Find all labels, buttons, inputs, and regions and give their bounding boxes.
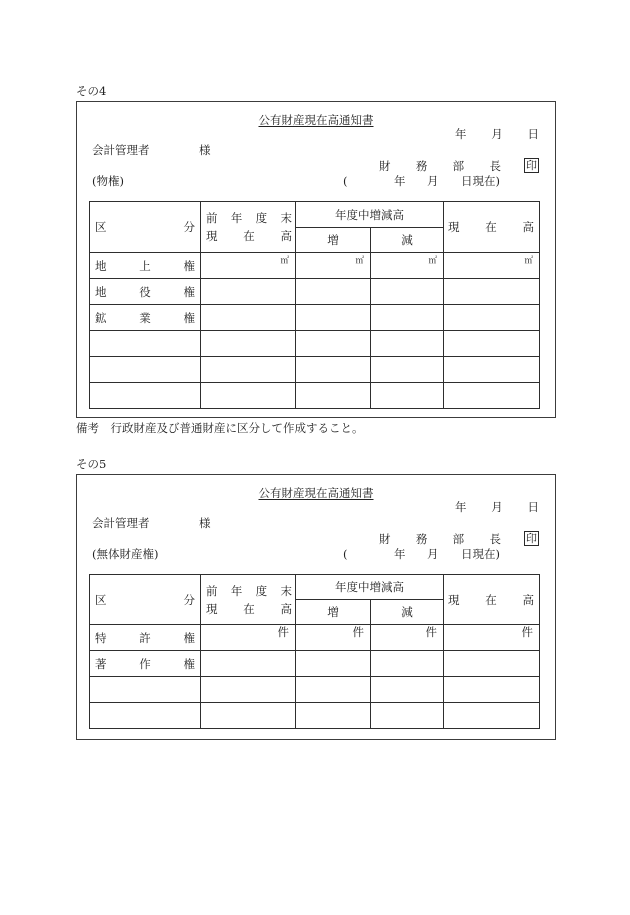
cell-current (444, 331, 540, 357)
seal-mark: 印 (526, 532, 537, 545)
table-row (90, 253, 540, 279)
glyph: 役 (139, 284, 151, 299)
cell-decrease (371, 383, 444, 409)
glyph: 鉱 (95, 310, 107, 325)
cell-increase (296, 357, 371, 383)
title-area (76, 486, 556, 500)
glyph: 在 (243, 601, 255, 616)
glyph: 権 (183, 630, 195, 645)
cell-decrease (371, 331, 444, 357)
cell-current (444, 651, 540, 677)
date-day: 日 (527, 127, 539, 141)
row-name-cell (90, 677, 201, 703)
cell-prev-year-end (201, 305, 296, 331)
as-of-month: 月 (427, 174, 439, 188)
remark-note: 備考 行政財産及び普通財産に区分して作成すること。 (76, 421, 364, 435)
cell-increase (296, 383, 371, 409)
header-prev-year-end-line1 (201, 209, 295, 227)
as-of-open-paren: ( (343, 174, 348, 188)
cell-decrease (371, 305, 444, 331)
addressee-honorific: 様 (199, 143, 211, 157)
header-category-cell (90, 575, 201, 625)
glyph: 年 (230, 583, 243, 598)
row-name-cell (90, 331, 201, 357)
header-category (90, 593, 200, 607)
cell-current (444, 357, 540, 383)
cell-current (444, 383, 540, 409)
cell-current (444, 703, 540, 729)
row-name (90, 311, 200, 325)
cell-current (444, 677, 540, 703)
date-year: 年 (455, 500, 467, 514)
row-name-cell (90, 253, 201, 279)
cell-prev-year-end (201, 357, 296, 383)
cell-prev-year-end (201, 703, 296, 729)
glyph: 権 (183, 258, 195, 273)
as-of-open-paren: ( (343, 547, 348, 561)
glyph: 度 (255, 583, 268, 598)
unit-label: ㎡ (355, 256, 364, 266)
glyph: 高 (280, 601, 292, 616)
glyph: 前 (206, 211, 218, 225)
header-increase: 増 (296, 600, 371, 625)
glyph: 分 (183, 592, 195, 607)
cell-current (444, 253, 540, 279)
glyph: 権 (183, 284, 195, 299)
table-row (90, 651, 540, 677)
glyph: 権 (183, 310, 195, 325)
header-current (444, 220, 539, 234)
glyph: 特 (95, 630, 107, 645)
cell-increase (296, 703, 371, 729)
cell-decrease (371, 253, 444, 279)
glyph: 長 (489, 159, 501, 173)
cell-prev-year-end (201, 331, 296, 357)
row-name (90, 631, 200, 645)
header-category-cell (90, 202, 201, 253)
cell-increase (296, 279, 371, 305)
glyph: 在 (485, 592, 497, 607)
glyph: 在 (485, 220, 497, 234)
cell-prev-year-end (201, 625, 296, 651)
glyph: 長 (489, 532, 501, 546)
table-row-blank (90, 677, 540, 703)
glyph: 度 (255, 211, 268, 225)
as-of-day: 日現在) (461, 174, 500, 188)
header-current (444, 593, 539, 607)
addressee-name: 会計管理者 (92, 516, 150, 530)
cell-increase (296, 331, 371, 357)
unit-label: 件 (277, 625, 289, 639)
unit-label: 件 (521, 625, 533, 639)
header-row (90, 575, 540, 600)
unit-label: ㎡ (280, 256, 289, 266)
date-year: 年 (455, 127, 467, 141)
glyph: 年 (230, 211, 243, 225)
cell-prev-year-end (201, 383, 296, 409)
table-body (90, 202, 540, 409)
header-decrease: 減 (371, 228, 444, 253)
seal-mark: 印 (526, 159, 537, 172)
sender-title (379, 532, 501, 546)
header-row (90, 202, 540, 228)
table-body (90, 575, 540, 729)
glyph: 現 (448, 220, 460, 234)
row-name-cell (90, 383, 201, 409)
glyph: 地 (95, 284, 107, 299)
glyph: 許 (139, 630, 151, 645)
glyph: 区 (95, 220, 107, 234)
cell-current (444, 279, 540, 305)
as-of-day: 日現在) (461, 547, 500, 561)
row-name-cell (90, 651, 201, 677)
cell-prev-year-end (201, 677, 296, 703)
header-increase: 増 (296, 228, 371, 253)
row-name-cell (90, 625, 201, 651)
cell-prev-year-end (201, 253, 296, 279)
unit-label: ㎡ (524, 256, 533, 266)
header-prev-year-end-cell (201, 202, 296, 253)
date-month: 月 (491, 500, 503, 514)
glyph: 務 (415, 532, 428, 546)
as-of-month: 月 (427, 547, 439, 561)
date-day: 日 (527, 500, 539, 514)
glyph: 高 (522, 220, 534, 234)
header-prev-year-end-cell (201, 575, 296, 625)
glyph: 財 (379, 159, 391, 173)
glyph: 前 (206, 583, 218, 598)
glyph: 在 (243, 229, 255, 243)
table-row-blank (90, 357, 540, 383)
unit-label: 件 (352, 625, 364, 639)
addressee-honorific: 様 (199, 516, 211, 530)
header-current-cell (444, 575, 540, 625)
as-of-year: 年 (394, 174, 406, 188)
property-type: (無体財産権) (92, 547, 159, 561)
table-row (90, 625, 540, 651)
row-name-cell (90, 357, 201, 383)
glyph: 末 (280, 583, 292, 598)
glyph: 現 (206, 229, 218, 243)
cell-increase (296, 253, 371, 279)
glyph: 部 (452, 159, 465, 173)
row-name-cell (90, 279, 201, 305)
row-name-cell (90, 305, 201, 331)
cell-decrease (371, 703, 444, 729)
glyph: 高 (280, 229, 292, 243)
row-name-cell (90, 703, 201, 729)
glyph: 高 (522, 592, 534, 607)
date-line (455, 127, 539, 141)
title-area (76, 113, 556, 127)
form-title: 公有財産現在高通知書 (258, 486, 374, 500)
table-row-blank (90, 331, 540, 357)
table-row-blank (90, 383, 540, 409)
property-table (89, 201, 540, 409)
header-change: 年度中増減高 (296, 202, 444, 228)
header-change: 年度中増減高 (296, 575, 444, 600)
header-current-cell (444, 202, 540, 253)
form-label: その4 (76, 84, 107, 98)
glyph: 現 (448, 592, 460, 607)
row-name (90, 657, 200, 671)
date-line (455, 500, 539, 514)
glyph: 権 (183, 656, 195, 671)
addressee-name: 会計管理者 (92, 143, 150, 157)
cell-current (444, 305, 540, 331)
cell-decrease (371, 357, 444, 383)
table-row (90, 305, 540, 331)
cell-prev-year-end (201, 279, 296, 305)
glyph: 務 (415, 159, 428, 173)
form-title: 公有財産現在高通知書 (258, 113, 374, 127)
glyph: 上 (139, 258, 151, 273)
header-prev-year-end-line1 (201, 582, 295, 600)
form-label: その5 (76, 457, 107, 471)
header-decrease: 減 (371, 600, 444, 625)
cell-increase (296, 625, 371, 651)
cell-decrease (371, 651, 444, 677)
sender-title (379, 159, 501, 173)
cell-decrease (371, 625, 444, 651)
as-of-year: 年 (394, 547, 406, 561)
glyph: 部 (452, 532, 465, 546)
cell-prev-year-end (201, 651, 296, 677)
cell-current (444, 625, 540, 651)
row-name (90, 285, 200, 299)
glyph: 著 (95, 656, 107, 671)
glyph: 末 (280, 211, 292, 225)
unit-label: 件 (425, 625, 437, 639)
cell-increase (296, 651, 371, 677)
glyph: 現 (206, 601, 218, 616)
header-category (90, 220, 200, 234)
cell-decrease (371, 279, 444, 305)
glyph: 財 (379, 532, 391, 546)
cell-increase (296, 677, 371, 703)
glyph: 区 (95, 592, 107, 607)
cell-decrease (371, 677, 444, 703)
glyph: 作 (139, 656, 151, 671)
row-name (90, 259, 200, 273)
property-type: (物権) (92, 174, 124, 188)
glyph: 地 (95, 258, 107, 273)
header-prev-year-end-line2 (201, 227, 295, 245)
table-row-blank (90, 703, 540, 729)
header-prev-year-end-line2 (201, 600, 295, 618)
table-row (90, 279, 540, 305)
unit-label: ㎡ (428, 256, 437, 266)
glyph: 業 (139, 310, 151, 325)
date-month: 月 (491, 127, 503, 141)
property-table (89, 574, 540, 729)
glyph: 分 (183, 220, 195, 234)
cell-increase (296, 305, 371, 331)
